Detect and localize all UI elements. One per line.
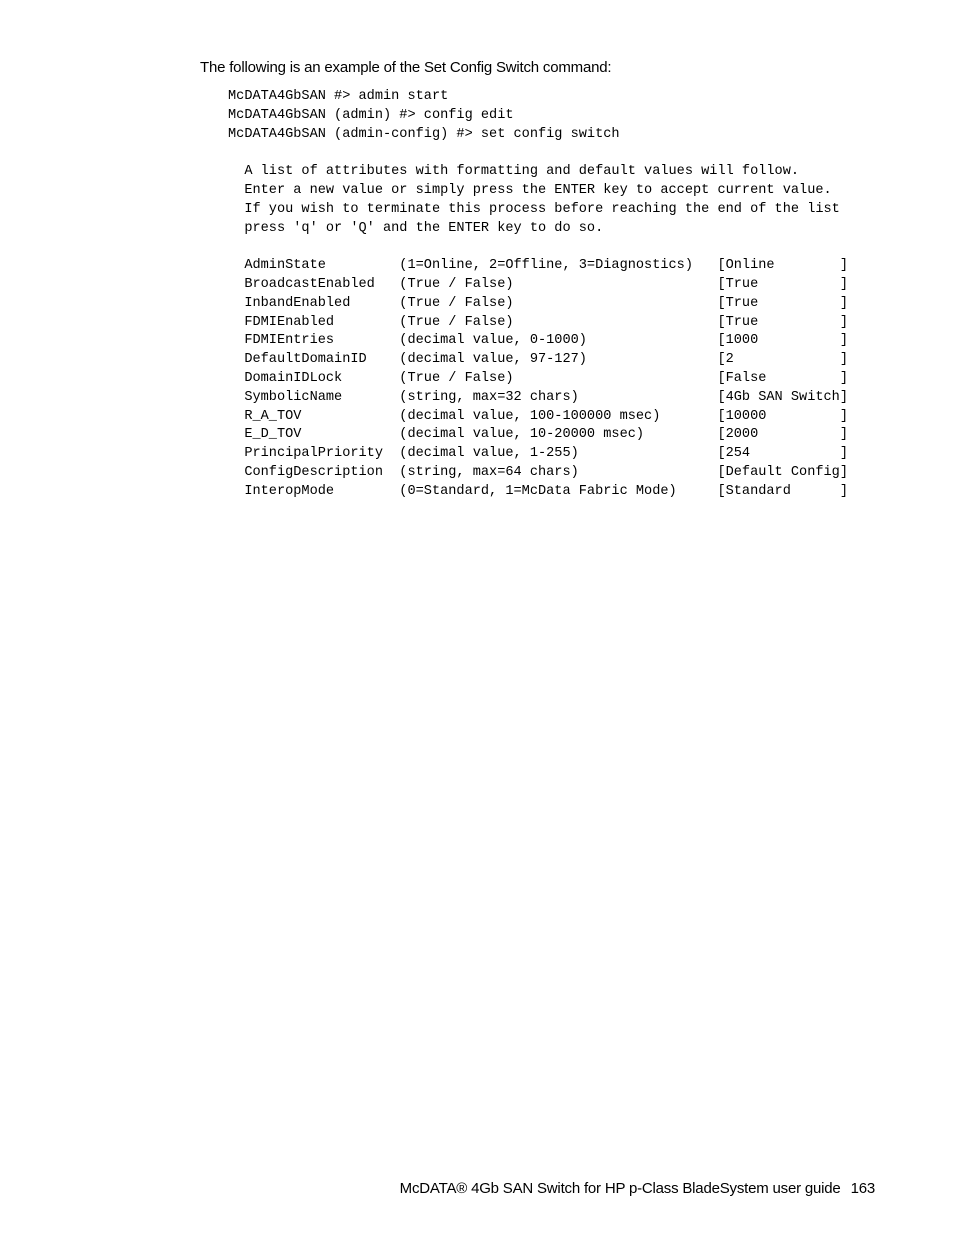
- attribute-line: InbandEnabled (True / False) [True ]: [228, 295, 848, 311]
- page-number: 163: [850, 1180, 875, 1197]
- attribute-line: BroadcastEnabled (True / False) [True ]: [228, 276, 848, 292]
- instruction-line: Enter a new value or simply press the ENTER key to accept current value.: [228, 182, 832, 198]
- code-block: [228, 88, 848, 502]
- attribute-line: R_A_TOV (decimal value, 100-100000 msec) [10000 ]: [228, 408, 848, 424]
- blank-line: [228, 238, 848, 257]
- blank-line: [228, 144, 848, 163]
- attribute-line: AdminState (1=Online, 2=Offline, 3=Diagnostics) [Online ]: [228, 258, 848, 274]
- footer-title: McDATA® 4Gb SAN Switch for HP p-Class BladeSystem user guide: [399, 1180, 841, 1197]
- attribute-line: FDMIEnabled (True / False) [True ]: [228, 314, 848, 330]
- attribute-line: ConfigDescription (string, max=64 chars) [Default Config]: [228, 464, 848, 480]
- instruction-line: A list of attributes with formatting and default values will follow.: [228, 164, 800, 180]
- attribute-line: InteropMode (0=Standard, 1=McData Fabric Mode) [Standard ]: [228, 483, 848, 499]
- intro-paragraph: The following is an example of the Set Config Switch command:: [200, 59, 612, 76]
- instruction-line: If you wish to terminate this process before reaching the end of the list: [228, 201, 840, 217]
- attribute-line: E_D_TOV (decimal value, 10-20000 msec) [2000 ]: [228, 427, 848, 443]
- attribute-line: PrincipalPriority (decimal value, 1-255) [254 ]: [228, 446, 848, 462]
- command-line: McDATA4GbSAN (admin-config) #> set config switch: [228, 126, 620, 142]
- command-line: McDATA4GbSAN #> admin start: [228, 89, 449, 104]
- attribute-line: DefaultDomainID (decimal value, 97-127) [2 ]: [228, 352, 848, 368]
- attribute-line: DomainIDLock (True / False) [False ]: [228, 370, 848, 386]
- instruction-line: press 'q' or 'Q' and the ENTER key to do so.: [228, 220, 604, 236]
- command-line: McDATA4GbSAN (admin) #> config edit: [228, 107, 514, 123]
- page-footer: [400, 1179, 875, 1199]
- attribute-line: SymbolicName (string, max=32 chars) [4Gb SAN Switch]: [228, 389, 848, 405]
- attribute-line: FDMIEntries (decimal value, 0-1000) [1000 ]: [228, 333, 848, 349]
